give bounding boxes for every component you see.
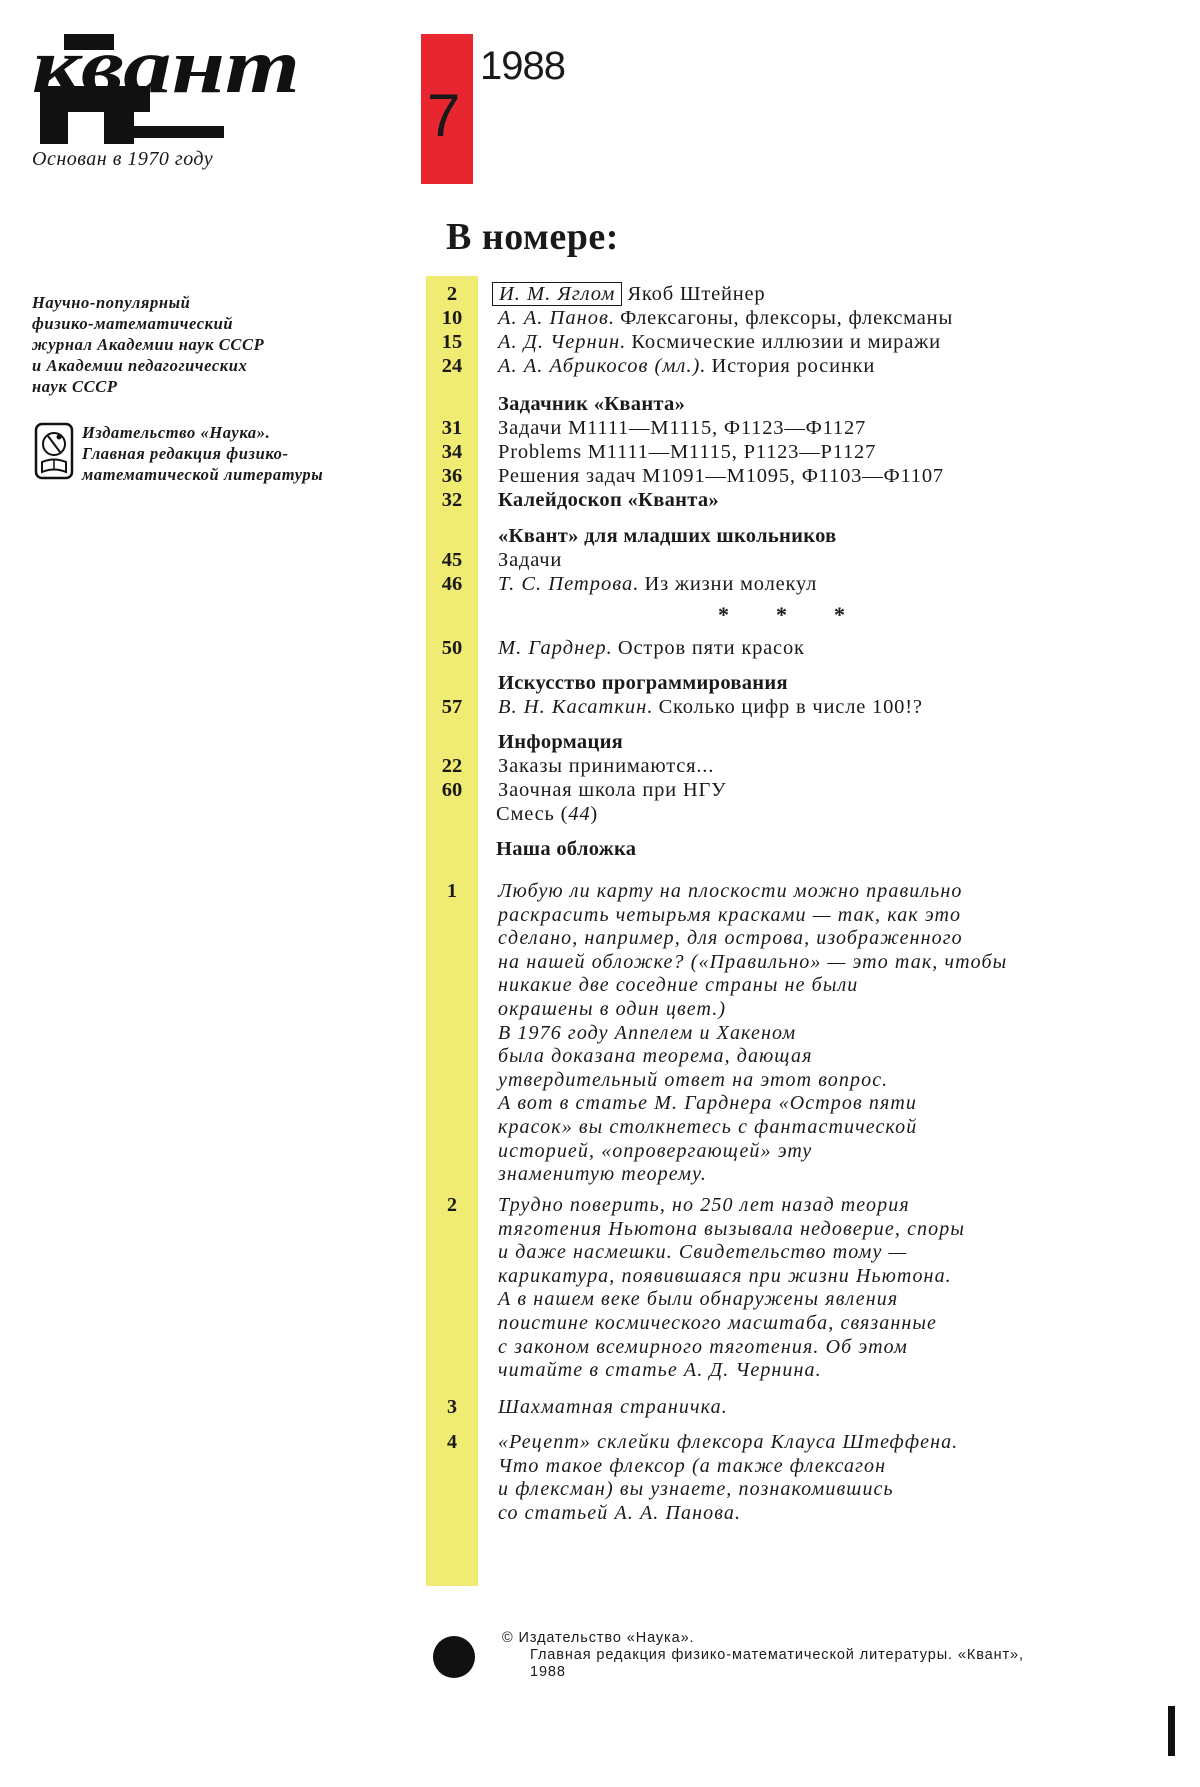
page-number <box>1168 1706 1175 1756</box>
cover-line: А вот в статье М. Гарднера «Остров пяти <box>498 1092 918 1115</box>
separator-star: * <box>834 602 845 627</box>
cover-line: сделано, например, для острова, изображенного <box>498 927 963 950</box>
contents-heading: В номере: <box>446 216 619 258</box>
toc-title: Калейдоскоп «Кванта» <box>498 489 719 511</box>
toc-title: Решения задач М1091—М1095, Ф1103—Ф1107 <box>498 465 944 487</box>
toc-page: 22 <box>441 755 463 777</box>
founded-note: Основан в 1970 году <box>32 148 214 170</box>
cover-page: 2 <box>447 1194 457 1216</box>
toc-author: А. Д. Чернин. <box>498 331 627 353</box>
separator-star: * <box>718 602 729 627</box>
cover-line: Любую ли карту на плоскости можно правильно <box>498 880 963 902</box>
kvant-logo-graphic <box>30 26 310 146</box>
cover-line: утвердительный ответ на этот вопрос. <box>498 1068 889 1091</box>
journal-description-line: физико-математический <box>32 314 234 333</box>
cover-line: на нашей обложке? («Правильно» — это так, чтобы <box>498 950 1008 973</box>
toc-title: Заказы принимаются... <box>498 755 715 777</box>
toc-title: Сколько цифр в числе 100!? <box>658 696 923 718</box>
issue-number: 7 <box>427 82 461 149</box>
toc-page: 31 <box>441 417 463 439</box>
toc-page: 45 <box>441 549 463 571</box>
cover-line: поистине космического масштаба, связанные <box>498 1311 938 1334</box>
toc-page: 24 <box>441 355 463 377</box>
copyright-line: © Издательство «Наука». <box>502 1630 695 1646</box>
cover-line: была доказана теорема, дающая <box>498 1045 813 1068</box>
toc-title: Из жизни молекул <box>644 573 818 595</box>
cover-line: красок» вы столкнетесь с фантастической <box>498 1115 918 1138</box>
separator-star: * <box>776 602 787 627</box>
toc-title: История росинки <box>711 355 876 377</box>
section-heading-text: Искусство программирования <box>498 672 788 694</box>
copyright-line: 1988 <box>530 1664 566 1680</box>
toc-page: 15 <box>441 331 463 353</box>
cover-line: знаменитую теорему. <box>498 1163 707 1186</box>
journal-description <box>32 292 382 397</box>
toc-title: Смесь ( <box>496 803 569 825</box>
toc-title: Флексагоны, флексоры, флексманы <box>620 307 954 329</box>
decorative-dot <box>433 1636 475 1678</box>
cover-page: 3 <box>447 1396 457 1418</box>
nauka-publisher-icon <box>34 422 74 480</box>
journal-description-line: журнал Академии наук СССР <box>32 335 265 354</box>
toc-page: 60 <box>441 779 463 801</box>
cover-line: со статьей А. А. Панова. <box>498 1501 742 1524</box>
toc-title: Остров пяти красок <box>617 637 805 659</box>
toc-title: Заочная школа при НГУ <box>498 779 727 801</box>
section-heading-text: Информация <box>498 731 624 753</box>
cover-line: тяготения Ньютона вызывала недоверие, споры <box>498 1217 965 1240</box>
copyright-line: Главная редакция физико-математической литературы. «Квант», <box>530 1647 1024 1663</box>
toc-title: Задачи М1111—М1115, Ф1123—Ф1127 <box>498 417 867 439</box>
journal-description-line: наук СССР <box>32 377 118 396</box>
cover-line: Что такое флексор (а также флексагон <box>498 1454 887 1477</box>
publisher-line: Главная редакция физико- <box>82 444 289 463</box>
toc-author: М. Гарднер. <box>498 637 613 659</box>
logo-text: квант <box>32 26 300 109</box>
publisher-info <box>82 422 402 485</box>
toc-title: Космические иллюзии и миражи <box>631 331 941 353</box>
issue-year: 1988 <box>480 44 565 88</box>
copyright-note <box>502 1630 1024 1681</box>
cover-line: «Рецепт» склейки флексора Клауса Штеффена. <box>498 1431 959 1453</box>
cover-line: и даже насмешки. Свидетельство тому — <box>498 1241 908 1264</box>
cover-line: с законом всемирного тяготения. Об этом <box>498 1335 908 1358</box>
toc-page: 10 <box>441 307 463 329</box>
toc-page: 50 <box>441 637 463 659</box>
publisher-line: Издательство «Наука». <box>82 423 271 442</box>
cover-line: А в нашем веке были обнаружены явления <box>498 1288 899 1311</box>
publisher-line: математической литературы <box>82 465 324 484</box>
journal-description-line: Научно-популярный <box>32 293 191 312</box>
section-heading-text: «Квант» для младших школьников <box>498 525 837 547</box>
cover-line: Трудно поверить, но 250 лет назад теория <box>498 1194 910 1216</box>
toc-title: Problems M1111—M1115, P1123—P1127 <box>498 441 877 463</box>
section-heading-text: Наша обложка <box>496 838 637 860</box>
cover-line: читайте в статье А. Д. Чернина. <box>498 1359 822 1382</box>
cover-line: историей, «опровергающей» эту <box>498 1139 813 1162</box>
cover-line: Шахматная страничка. <box>498 1396 728 1418</box>
cover-page: 4 <box>447 1431 457 1453</box>
issue-number-block <box>421 34 473 184</box>
toc-title-close: ) <box>590 803 599 825</box>
toc-author: И. М. Яглом <box>492 282 622 306</box>
cover-line: и флексман) вы узнаете, познакомившись <box>498 1478 894 1501</box>
kvant-logo <box>30 26 310 146</box>
cover-line: карикатура, появившаяся при жизни Ньютона. <box>498 1264 952 1287</box>
toc-author: В. Н. Касаткин. <box>498 696 654 718</box>
cover-line: раскрасить четырьмя красками — так, как это <box>498 903 962 926</box>
toc-author: А. А. Абрикосов (мл.). <box>498 355 707 377</box>
cover-line: окрашены в один цвет.) <box>498 997 727 1020</box>
toc-page: 46 <box>441 573 463 595</box>
cover-page: 1 <box>447 880 457 902</box>
toc-title: Задачи <box>498 549 563 571</box>
toc-page: 44 <box>568 803 591 825</box>
toc-page: 2 <box>446 283 458 305</box>
toc-page: 32 <box>441 489 463 511</box>
cover-line: никакие две соседние страны не были <box>498 974 859 997</box>
toc-author: А. А. Панов. <box>498 307 616 329</box>
toc-author: Т. С. Петрова. <box>498 573 640 595</box>
toc-page: 34 <box>441 441 463 463</box>
section-heading-text: Задачник «Кванта» <box>498 393 686 415</box>
cover-line: В 1976 году Аппелем и Хакеном <box>498 1021 797 1044</box>
toc-page: 57 <box>441 696 463 718</box>
toc-page: 36 <box>441 465 463 487</box>
journal-description-line: и Академии педагогических <box>32 356 248 375</box>
toc-title: Якоб Штейнер <box>627 283 766 305</box>
